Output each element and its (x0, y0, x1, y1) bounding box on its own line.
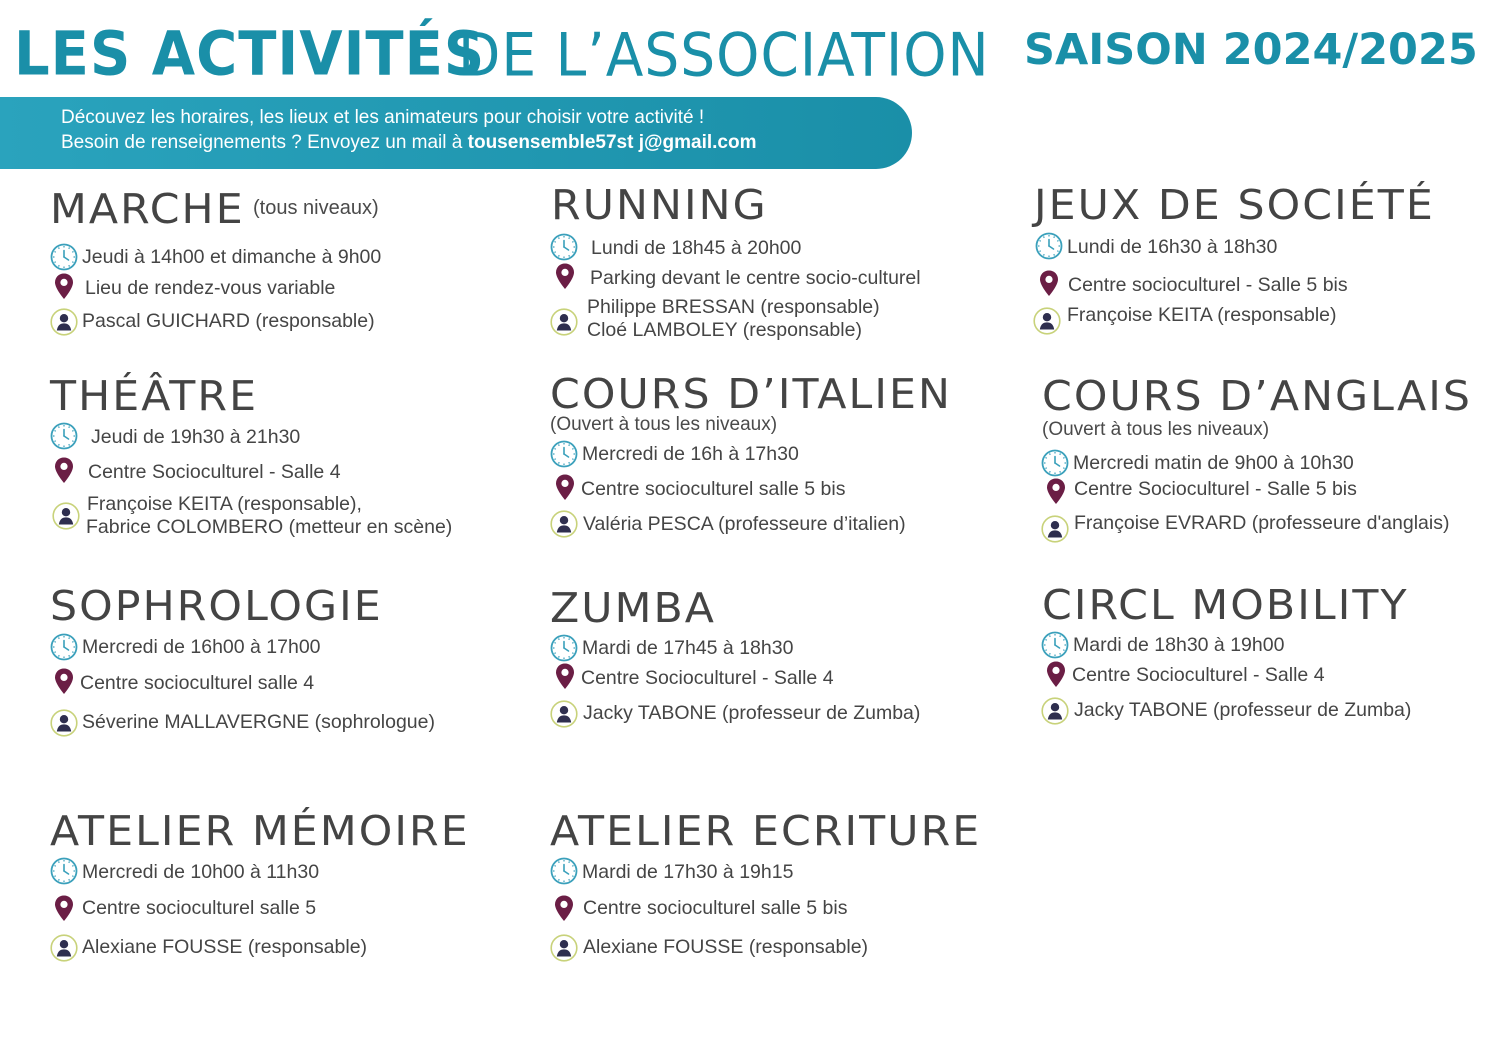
activity-title-ecriture: ATELIER ECRITURE (550, 807, 982, 855)
person-circl-1: Jacky TABONE (professeur de Zumba) (1074, 699, 1412, 721)
activity-title-zumba: ZUMBA (550, 584, 717, 632)
person-sophrologie-1: Séverine MALLAVERGNE (sophrologue) (82, 711, 435, 733)
schedule-anglais: Mercredi matin de 9h00 à 10h30 (1073, 452, 1354, 474)
schedule-sophrologie: Mercredi de 16h00 à 17h00 (82, 636, 321, 658)
contact-email[interactable]: tousensemble57st j@gmail.com (467, 132, 757, 153)
clock-icon (1041, 631, 1069, 659)
banner-line-2-prefix: Besoin de renseignements ? Envoyez un mail à (61, 132, 468, 153)
activity-title-running: RUNNING (551, 181, 768, 229)
banner-line-1: Découvez les horaires, les lieux et les animateurs pour choisir votre activité ! (61, 107, 705, 128)
schedule-jeux: Lundi de 16h30 à 18h30 (1067, 236, 1278, 258)
location-pin-icon (1042, 660, 1070, 688)
place-sophrologie: Centre socioculturel salle 4 (80, 672, 315, 694)
location-pin-icon (1035, 269, 1063, 297)
person-zumba-1: Jacky TABONE (professeur de Zumba) (583, 702, 921, 724)
activity-title-anglais: COURS D’ANGLAIS (1042, 372, 1473, 420)
place-marche: Lieu de rendez-vous variable (85, 277, 336, 299)
person-icon (1041, 697, 1069, 725)
clock-icon (50, 243, 78, 271)
person-anglais-1: Françoise EVRARD (professeure d'anglais) (1074, 512, 1450, 534)
schedule-memoire: Mercredi de 10h00 à 11h30 (82, 861, 320, 883)
location-pin-icon (550, 894, 578, 922)
clock-icon (550, 233, 578, 261)
person-memoire-1: Alexiane FOUSSE (responsable) (82, 936, 368, 958)
person-icon (1041, 515, 1069, 543)
activity-title-jeux: JEUX DE SOCIÉTÉ (1034, 181, 1435, 229)
place-italien: Centre socioculturel salle 5 bis (581, 478, 846, 500)
activity-subtitle-italien: (Ouvert à tous les niveaux) (550, 414, 778, 435)
location-pin-icon (50, 894, 78, 922)
clock-icon (550, 634, 578, 662)
place-zumba: Centre Socioculturel - Salle 4 (581, 667, 834, 689)
page-title-bold: LES ACTIVITÉS (14, 19, 486, 90)
place-theatre: Centre Socioculturel - Salle 4 (88, 461, 341, 483)
activity-title-memoire: ATELIER MÉMOIRE (50, 807, 470, 855)
person-ecriture-1: Alexiane FOUSSE (responsable) (583, 936, 869, 958)
place-running: Parking devant le centre socio-culturel (590, 267, 921, 289)
person-theatre-2: Fabrice COLOMBERO (metteur en scène) (86, 516, 453, 538)
page-title-light: DE L’ASSOCIATION (458, 20, 990, 90)
place-jeux: Centre socioculturel - Salle 5 bis (1068, 274, 1348, 296)
activity-title-theatre: THÉÂTRE (50, 372, 259, 420)
person-running-1: Philippe BRESSAN (responsable) (587, 296, 880, 318)
location-pin-icon (50, 272, 78, 300)
person-running-2: Cloé LAMBOLEY (responsable) (587, 319, 862, 341)
person-icon (52, 502, 80, 530)
clock-icon (50, 422, 78, 450)
place-memoire: Centre socioculturel salle 5 (82, 897, 317, 919)
clock-icon (550, 440, 578, 468)
activity-title-marche: MARCHE (50, 185, 245, 233)
activity-title-circl: CIRCL MOBILITY (1042, 581, 1409, 629)
activity-title-italien: COURS D’ITALIEN (550, 370, 953, 418)
clock-icon (50, 633, 78, 661)
banner-line-2 (61, 132, 756, 154)
person-icon (50, 934, 78, 962)
person-icon (50, 308, 78, 336)
person-jeux-1: Françoise KEITA (responsable) (1067, 304, 1337, 326)
schedule-ecriture: Mardi de 17h30 à 19h15 (582, 861, 794, 883)
clock-icon (1035, 232, 1063, 260)
person-theatre-1: Françoise KEITA (responsable), (87, 493, 362, 515)
place-circl: Centre Socioculturel - Salle 4 (1072, 664, 1325, 686)
person-icon (550, 700, 578, 728)
location-pin-icon (551, 662, 579, 690)
person-icon (550, 510, 578, 538)
clock-icon (1041, 449, 1069, 477)
clock-icon (50, 857, 78, 885)
person-marche-1: Pascal GUICHARD (responsable) (82, 310, 375, 332)
activity-title-sophrologie: SOPHROLOGIE (50, 582, 383, 630)
activity-note-marche: (tous niveaux) (253, 197, 379, 219)
schedule-marche: Jeudi à 14h00 et dimanche à 9h00 (82, 246, 382, 268)
location-pin-icon (551, 473, 579, 501)
location-pin-icon (1042, 477, 1070, 505)
place-ecriture: Centre socioculturel salle 5 bis (583, 897, 848, 919)
location-pin-icon (551, 262, 579, 290)
schedule-theatre: Jeudi de 19h30 à 21h30 (91, 426, 301, 448)
person-icon (550, 934, 578, 962)
activity-subtitle-anglais: (Ouvert à tous les niveaux) (1042, 419, 1270, 440)
person-icon (50, 709, 78, 737)
person-italien-1: Valéria PESCA (professeure d’italien) (583, 513, 906, 535)
schedule-running: Lundi de 18h45 à 20h00 (591, 237, 802, 259)
location-pin-icon (50, 456, 78, 484)
person-icon (1033, 307, 1061, 335)
location-pin-icon (50, 667, 78, 695)
schedule-zumba: Mardi de 17h45 à 18h30 (582, 637, 794, 659)
schedule-circl: Mardi de 18h30 à 19h00 (1073, 634, 1285, 656)
place-anglais: Centre Socioculturel - Salle 5 bis (1074, 478, 1357, 500)
clock-icon (550, 857, 578, 885)
schedule-italien: Mercredi de 16h à 17h30 (582, 443, 799, 465)
person-icon (550, 308, 578, 336)
season-label: SAISON 2024/2025 (1024, 25, 1478, 75)
